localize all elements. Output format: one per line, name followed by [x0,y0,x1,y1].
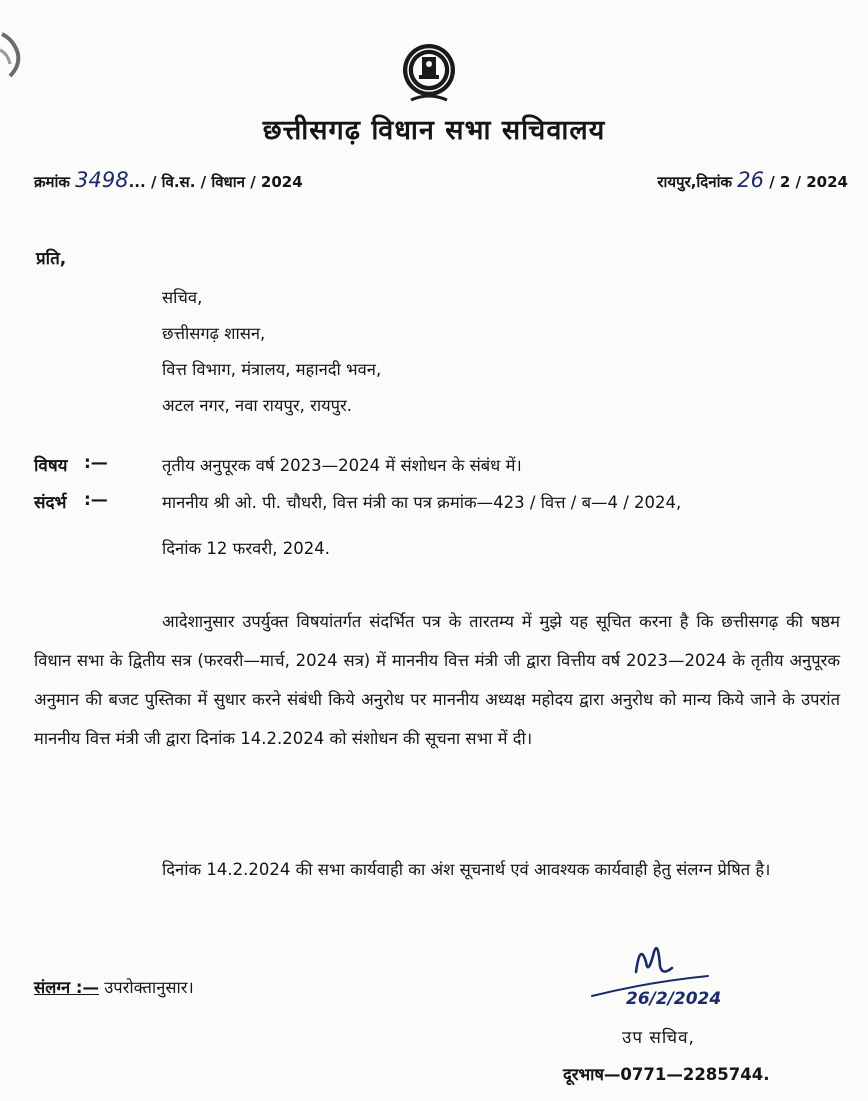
ref-label: क्रमांक [34,173,70,191]
handwritten-signature [588,932,738,1014]
reference-label: संदर्भ [34,493,67,513]
enclosure-text: उपरोक्तानुसार। [104,978,194,997]
date-rest: / 2 / 2024 [769,173,848,191]
enclosure-line [34,975,194,998]
ref-dots: ... [128,173,146,191]
reference-colon: :— [84,490,108,510]
body-paragraph-2: दिनांक 14.2.2024 की सभा कार्यवाही का अंश सूचनार्थ एवं आवश्यक कार्यवाही हेतु संलग्न प्रेषित है। [162,860,771,879]
place-date-label: रायपुर,दिनांक [657,173,732,191]
address-line: वित्त विभाग, मंत्रालय, महानदी भवन, [162,360,382,379]
ref-suffix: / वि.स. / विधान / 2024 [150,173,303,191]
reference-text-line2: दिनांक 12 फरवरी, 2024. [162,539,331,558]
address-line: सचिव, [162,288,203,307]
addressee-prefix: प्रति, [36,249,67,269]
reference-number-line [34,168,303,192]
enclosure-label: संलग्न :— [34,978,99,997]
signatory-phone: दूरभाष—0771—2285744. [563,1065,770,1084]
address-line: अटल नगर, नवा रायपुर, रायपुर. [162,396,353,415]
ref-number-handwritten: 3498 [75,168,129,192]
paper-clip-shadow-icon [0,30,26,80]
recipient-address [162,280,381,424]
office-title: छत्तीसगढ़ विधान सभा सचिवालय [262,115,606,146]
subject-label: विषय [34,456,68,476]
signature-date: 26/2/2024 [626,989,722,1009]
subject-colon: :— [84,453,108,473]
reference-text-line1: माननीय श्री ओ. पी. चौधरी, वित्त मंत्री का पत्र क्रमांक—423 / वित्त / ब—4 / 2024, [162,493,682,512]
date-day-handwritten: 26 [737,168,764,192]
body-paragraph-1: आदेशानुसार उपर्युक्त विषयांतर्गत संदर्भित पत्र के तारतम्य में मुझे यह सूचित करना है कि छत्तीसगढ़ की षष्ठम विधान सभा के द्वितीय सत्र (फरवरी—मार्च, 2024 सत्र) में माननीय वित्त मंत्री जी द्वारा वित्तीय वर्ष 2023—2024 के तृतीय अनुपूरक अनुमान की बजट पुस्तिका में सुधार करने संबंधी किये अनुरोध पर माननीय अध्यक्ष महोदय द्वारा अनुरोध को मान्य किये जाने के उपरांत माननीय वित्त मंत्री जी द्वारा दिनांक 14.2.2024 को संशोधन की सूचना सभा में दी। [34,612,840,748]
signatory-designation: उप सचिव, [622,1028,695,1048]
address-line: छत्तीसगढ़ शासन, [162,324,266,343]
subject-text: तृतीय अनुपूरक वर्ष 2023—2024 में संशोधन के संबंध में। [162,456,522,475]
state-emblem-icon [401,40,457,104]
place-date-line [657,168,848,192]
